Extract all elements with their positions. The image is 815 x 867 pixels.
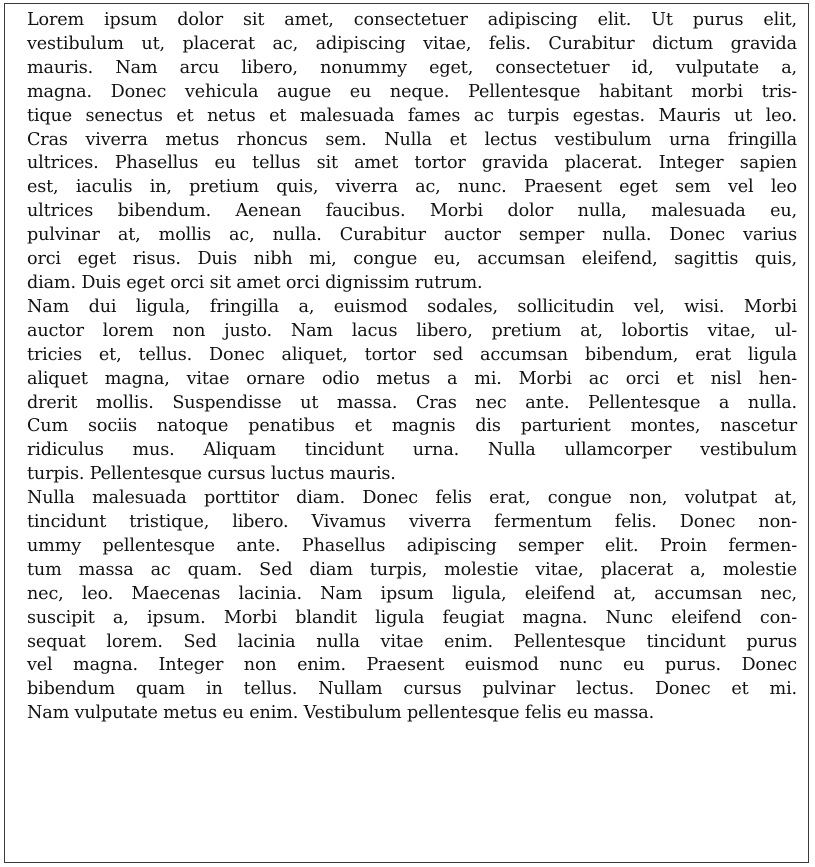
text-line: sequat lorem. Sed lacinia nulla vitae enim. Pellentesque tincidunt purus	[27, 631, 797, 652]
text-line: tum massa ac quam. Sed diam turpis, molestie vitae, placerat a, molestie	[27, 559, 797, 580]
text-line: pulvinar at, mollis ac, nulla. Curabitur auctor semper nulla. Donec varius	[27, 225, 797, 246]
paragraph	[27, 487, 797, 726]
text-line: Nulla malesuada porttitor diam. Donec felis erat, congue non, volutpat at,	[27, 488, 797, 509]
text-line: auctor lorem non justo. Nam lacus libero, pretium at, lobortis vitae, ul-	[27, 320, 797, 341]
text-line: Cras viverra metus rhoncus sem. Nulla et lectus vestibulum urna fringilla	[27, 129, 797, 150]
text-line: est, iaculis in, pretium quis, viverra ac, nunc. Praesent eget sem vel leo	[27, 177, 797, 198]
text-line: ultrices bibendum. Aenean faucibus. Morbi dolor nulla, malesuada eu,	[27, 201, 797, 222]
text-line: orci eget risus. Duis nibh mi, congue eu, accumsan eleifend, sagittis quis,	[27, 249, 797, 270]
text-line: bibendum quam in tellus. Nullam cursus pulvinar lectus. Donec et mi.	[27, 679, 797, 700]
text-line: aliquet magna, vitae ornare odio metus a mi. Morbi ac orci et nisl hen-	[27, 368, 797, 389]
document-body	[27, 9, 797, 726]
text-line: turpis. Pellentesque cursus luctus mauris.	[27, 464, 396, 485]
text-line: Nam vulputate metus eu enim. Vestibulum pellentesque felis eu massa.	[27, 703, 655, 724]
text-line: tricies et, tellus. Donec aliquet, tortor sed accumsan bibendum, erat ligula	[27, 344, 797, 365]
text-line: ummy pellentesque ante. Phasellus adipiscing semper elit. Proin fermen-	[27, 535, 797, 556]
paragraph	[27, 9, 797, 296]
text-line: tincidunt tristique, libero. Vivamus viverra fermentum felis. Donec non-	[27, 512, 797, 533]
text-line: suscipit a, ipsum. Morbi blandit ligula feugiat magna. Nunc eleifend con-	[27, 607, 797, 628]
text-line: nec, leo. Maecenas lacinia. Nam ipsum ligula, eleifend at, accumsan nec,	[27, 583, 797, 604]
text-line: Lorem ipsum dolor sit amet, consectetuer adipiscing elit. Ut purus elit,	[27, 10, 797, 30]
text-line: vestibulum ut, placerat ac, adipiscing vitae, felis. Curabitur dictum gravida	[27, 33, 797, 54]
text-line: mauris. Nam arcu libero, nonummy eget, consectetuer id, vulputate a,	[27, 57, 797, 78]
paragraph	[27, 296, 797, 487]
text-line: magna. Donec vehicula augue eu neque. Pellentesque habitant morbi tris-	[27, 81, 797, 102]
text-line: tique senectus et netus et malesuada fames ac turpis egestas. Mauris ut leo.	[27, 105, 797, 126]
text-line: diam. Duis eget orci sit amet orci dignissim rutrum.	[27, 272, 483, 293]
text-line: ridiculus mus. Aliquam tincidunt urna. Nulla ullamcorper vestibulum	[27, 440, 797, 461]
text-line: Cum sociis natoque penatibus et magnis dis parturient montes, nascetur	[27, 416, 797, 437]
text-line: drerit mollis. Suspendisse ut massa. Cras nec ante. Pellentesque a nulla.	[27, 392, 797, 413]
text-line: vel magna. Integer non enim. Praesent euismod nunc eu purus. Donec	[27, 655, 797, 676]
text-line: ultrices. Phasellus eu tellus sit amet tortor gravida placerat. Integer sapien	[27, 153, 797, 174]
text-line: Nam dui ligula, fringilla a, euismod sodales, sollicitudin vel, wisi. Morbi	[27, 296, 797, 317]
